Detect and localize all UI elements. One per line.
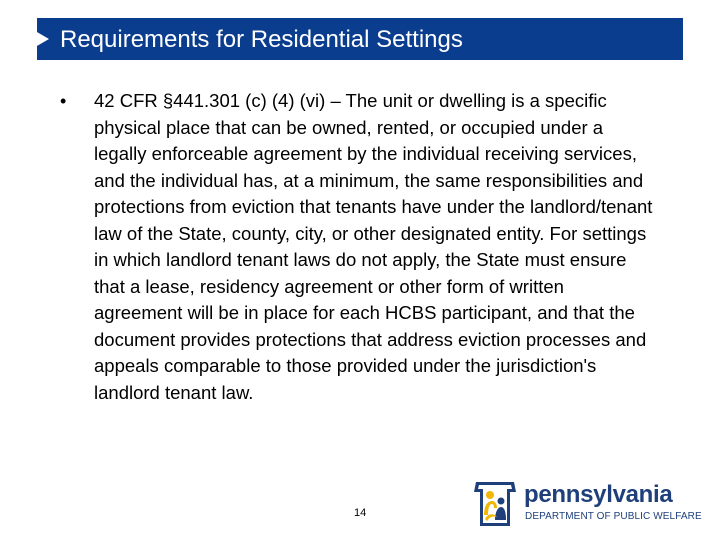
bullet-text: 42 CFR §441.301 (c) (4) (vi) – The unit or dwelling is a specific physical place that can be owned, rented, or occupied under a legally enforceable agreement by the individual receiving services, and the individual has, at a minimum, the same responsibilities and protections from eviction that tenants have under the landlord/tenant law of the State, county, city, or other designated entity. For settings in which landlord tenant laws do not apply, the State must ensure that a lease, residency agreement or other form of written agreement will be in place for each HCBS participant, and that the document provides protections that address eviction processes and appeals comparable to those provided under the jurisdiction's landlord tenant law. xyxy=(94,90,653,403)
logo-department: DEPARTMENT OF PUBLIC WELFARE xyxy=(525,511,702,522)
keystone-logo-icon xyxy=(470,479,520,529)
bullet-icon: • xyxy=(60,91,67,111)
logo-wordmark: pennsylvania xyxy=(524,481,673,508)
pa-dpw-logo xyxy=(470,479,702,529)
bullet-item xyxy=(60,88,660,406)
page-number: 14 xyxy=(354,507,367,519)
slide-title: Requirements for Residential Settings xyxy=(60,26,463,53)
title-arrow-icon xyxy=(30,28,49,50)
